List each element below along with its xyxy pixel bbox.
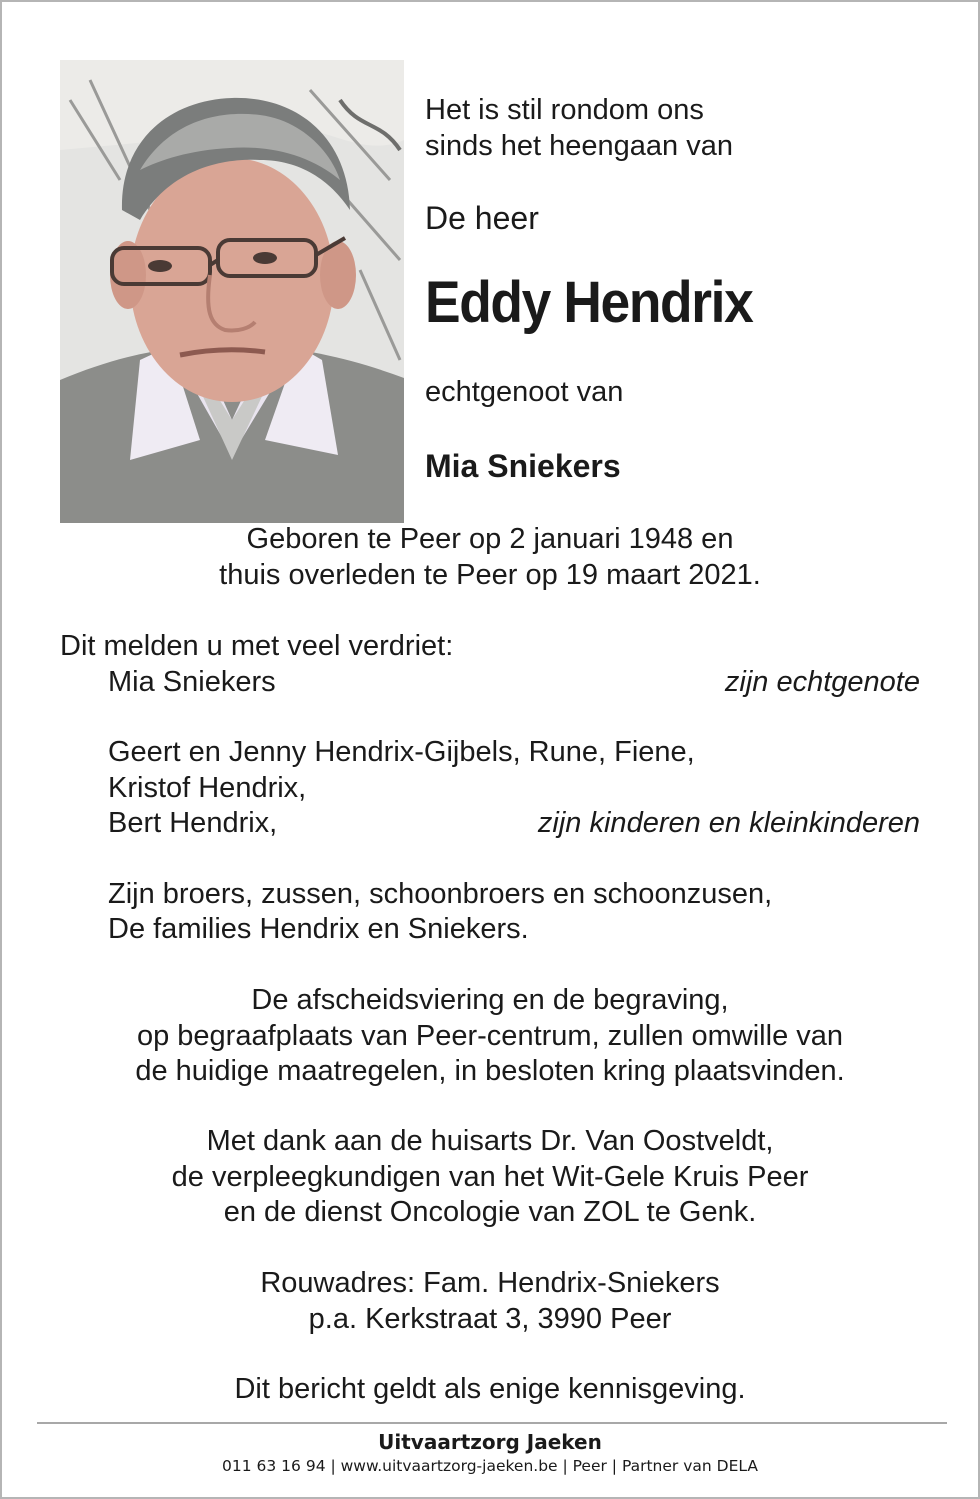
thanks-note — [2, 1124, 978, 1231]
thanks-line-3: en de dienst Oncologie van ZOL te Genk. — [223, 1196, 757, 1228]
thanks-line-2: de verpleegkundigen van het Wit-Gele Kruis Peer — [171, 1160, 809, 1193]
mourner-spouse-name: Mia Sniekers — [108, 665, 276, 698]
mourner-row-children-2 — [60, 771, 920, 807]
mourning-address — [2, 1266, 978, 1337]
relation-label: echtgenoot van — [425, 376, 624, 408]
children-line-1: Geert en Jenny Hendrix-Gijbels, Rune, Fiene, — [108, 736, 695, 768]
notice-text: Dit bericht geldt als enige kennisgeving. — [234, 1373, 746, 1405]
address-line-1: Rouwadres: Fam. Hendrix-Sniekers — [260, 1267, 720, 1299]
children-role: zijn kinderen en kleinkinderen — [537, 807, 920, 839]
spouse-name: Mia Sniekers — [425, 448, 621, 484]
funeral-line-2: op begraafplaats van Peer-centrum, zullen omwille van — [136, 1019, 844, 1052]
mourner-row-children-3 — [60, 806, 920, 842]
funeral-home-name: Uitvaartzorg Jaeken — [378, 1430, 602, 1454]
address-line-2: p.a. Kerkstraat 3, 3990 Peer — [308, 1302, 672, 1335]
portrait-photo — [60, 60, 404, 523]
portrait-illustration — [60, 60, 404, 523]
sole-notice — [2, 1372, 978, 1408]
intro-line-1: Het is stil rondom ons — [425, 94, 704, 126]
mourner-row-spouse — [60, 665, 920, 701]
mourner-spouse-role: zijn echtgenote — [724, 665, 920, 698]
mourner-row-family-1 — [60, 877, 920, 913]
funeral-line-3: de huidige maatregelen, in besloten kring plaatsvinden. — [135, 1055, 845, 1087]
footer-divider — [37, 1422, 947, 1424]
mourner-row-family-2 — [60, 912, 920, 948]
birth-line-1: Geboren te Peer op 2 januari 1948 en — [246, 523, 734, 555]
family-line-1: Zijn broers, zussen, schoonbroers en schoonzusen, — [108, 877, 773, 910]
birth-line-2: thuis overleden te Peer op 19 maart 2021. — [219, 558, 761, 591]
deceased-name: Eddy Hendrix — [425, 270, 753, 335]
mourners-list — [60, 629, 920, 948]
children-line-3: Bert Hendrix, — [108, 807, 278, 839]
deceased-title: De heer — [425, 200, 539, 236]
funeral-info — [2, 983, 978, 1090]
thanks-line-1: Met dank aan de huisarts Dr. Van Oostveldt, — [206, 1125, 774, 1157]
intro-text — [425, 92, 945, 164]
mourners-lead: Dit melden u met veel verdriet: — [60, 630, 454, 662]
funeral-line-1: De afscheidsviering en de begraving, — [251, 984, 729, 1016]
mourner-row-children-1 — [60, 735, 920, 771]
family-line-2: De families Hendrix en Sniekers. — [108, 913, 529, 945]
birth-death-info — [2, 522, 978, 593]
funeral-home-contact: 011 63 16 94 | www.uitvaartzorg-jaeken.be | Peer | Partner van DELA — [222, 1457, 758, 1475]
intro-line-2: sinds het heengaan van — [425, 130, 733, 162]
children-line-2: Kristof Hendrix, — [108, 771, 307, 804]
